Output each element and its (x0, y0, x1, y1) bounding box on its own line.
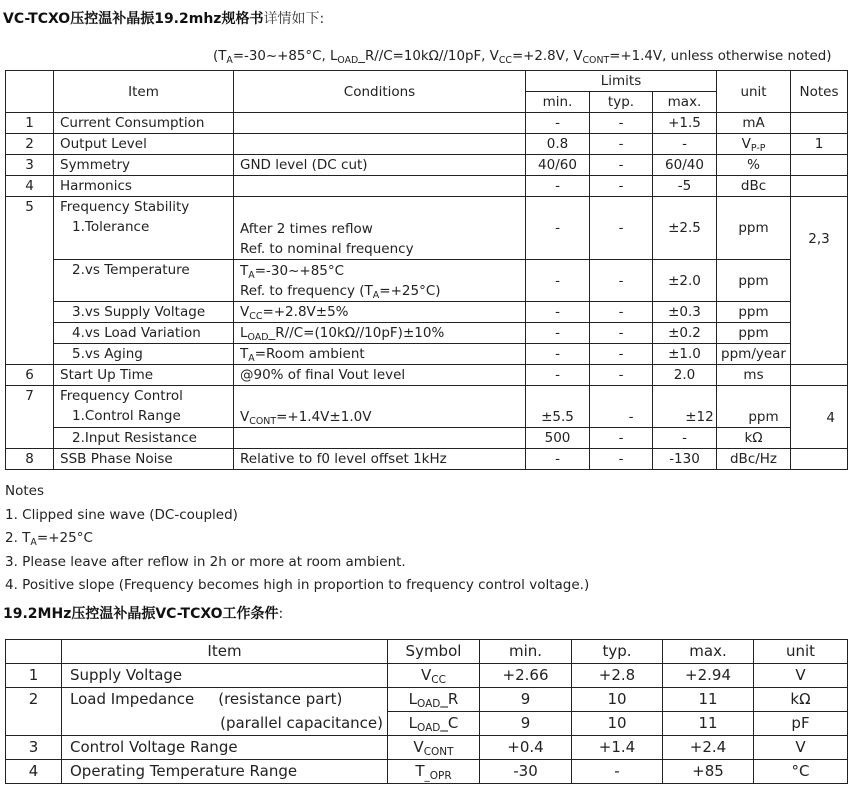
row-item (54, 302, 234, 323)
row-item: Harmonics (54, 176, 234, 197)
row-min: - (526, 197, 590, 260)
row-unit: dBc/Hz (717, 449, 791, 470)
hdr-min: min. (526, 92, 590, 113)
cond-text: Ref. to frequency (T (240, 282, 373, 299)
table-row (6, 323, 848, 344)
row-min: ±5.5 (526, 386, 590, 428)
table-row (6, 736, 848, 760)
row-typ: - (590, 386, 653, 428)
sym-sub: OAD (417, 698, 441, 710)
row-symbol (388, 688, 480, 712)
row-max: - (653, 134, 717, 155)
row-unit: ppm (717, 197, 791, 260)
row-number: 3 (6, 736, 62, 760)
row-number: 3 (6, 155, 54, 176)
row-unit: ppm (717, 323, 791, 344)
group-title: Frequency Stability (60, 199, 190, 215)
row-typ: - (590, 302, 653, 323)
table-row (6, 449, 848, 470)
row-number: 4 (6, 176, 54, 197)
sym-text: L (408, 714, 417, 732)
cond-text: _R//C=(10kΩ//10pF)±10% (268, 325, 445, 341)
row-max: ±2.5 (653, 197, 717, 260)
cond-text: =+1.4V, unless otherwise noted) (609, 49, 832, 64)
hdr-no (6, 71, 54, 113)
sym-text: T (415, 762, 425, 780)
row-min: 0.8 (526, 134, 590, 155)
cond-text: =Room ambient (254, 346, 365, 362)
row-unit: mA (717, 113, 791, 134)
unit-sub: P-P (750, 143, 766, 154)
hdr-limits: Limits (526, 71, 717, 92)
heading-title: VC-TCXO压控温补晶振19.2mhz规格书 (3, 11, 264, 27)
row-item (62, 712, 388, 736)
hdr-conditions: Conditions (234, 71, 526, 113)
row-min: +2.66 (480, 664, 572, 688)
row-min: -30 (480, 760, 572, 784)
row-item: Start Up Time (54, 365, 234, 386)
row-number: 4 (6, 760, 62, 784)
row-number: 8 (6, 449, 54, 470)
row-condition (234, 113, 526, 134)
sym-sub: CONT (423, 746, 454, 758)
page-heading (3, 8, 324, 28)
item-text: Load Impedance (70, 690, 195, 709)
cond-text: =-30~+85°C (254, 262, 345, 279)
row-min: - (526, 260, 590, 302)
row-item (54, 386, 234, 428)
notes-title: Notes (5, 483, 44, 499)
cond-sub: CONT (582, 55, 610, 66)
section-heading (3, 603, 283, 623)
item-subtext: (parallel capacitance) (220, 713, 383, 732)
row-condition: Relative to f0 level offset 1kHz (234, 449, 526, 470)
row-notes (791, 176, 848, 197)
row-item: Current Consumption (54, 113, 234, 134)
sym-text: _C (440, 714, 459, 732)
section-title: 19.2MHz压控温补晶振VC-TCXO工作条件 (3, 606, 279, 622)
cond-line (240, 281, 525, 301)
table-row (6, 688, 848, 712)
cond-text: T (240, 262, 249, 279)
row-condition (234, 386, 526, 428)
row-max: ±2.0 (653, 260, 717, 302)
row-typ: - (590, 323, 653, 344)
cond-line: Ref. to nominal frequency (240, 241, 414, 257)
row-max: ±12 (653, 386, 717, 428)
row-max: -130 (653, 449, 717, 470)
table-row (6, 197, 848, 260)
table-row (6, 760, 848, 784)
row-unit: ppm (717, 386, 791, 428)
row-symbol (388, 664, 480, 688)
row-unit: kΩ (754, 688, 848, 712)
cond-text: =+1.4V±1.0V (276, 409, 372, 425)
row-max: 11 (663, 688, 754, 712)
sym-text: L (408, 690, 418, 708)
hdr-unit: unit (754, 640, 848, 664)
table-row (6, 428, 848, 449)
row-max: 2.0 (653, 365, 717, 386)
op-header-row (6, 640, 848, 664)
row-condition: GND level (DC cut) (234, 155, 526, 176)
row-typ: - (590, 197, 653, 260)
row-notes: 1 (791, 134, 848, 155)
row-item: Supply Voltage (62, 664, 388, 688)
row-condition: @90% of final Vout level (234, 365, 526, 386)
row-unit: V (754, 736, 848, 760)
cond-sub: A (248, 269, 255, 281)
row-typ: - (590, 260, 653, 302)
row-item: Operating Temperature Range (62, 760, 388, 784)
row-typ: - (590, 113, 653, 134)
sym-text: V (413, 738, 424, 756)
row-max: 60/40 (653, 155, 717, 176)
row-notes: 4 (791, 386, 848, 449)
hdr-typ: typ. (590, 92, 653, 113)
spec-table (5, 70, 848, 470)
notes-section (5, 480, 589, 598)
cond-text: =+25°C) (379, 282, 441, 299)
heading-suffix: 详情如下: (263, 11, 325, 27)
hdr-max: max. (663, 640, 754, 664)
cond-sub: A (248, 353, 255, 364)
note-text: =+25°C (36, 530, 93, 546)
group-title: Frequency Control (60, 388, 183, 404)
cond-text: =+2.8V±5% (262, 304, 349, 320)
test-conditions (213, 49, 831, 64)
table-row (6, 664, 848, 688)
sym-text: _R (440, 690, 459, 708)
row-number: 1 (6, 113, 54, 134)
row-min: - (526, 113, 590, 134)
row-number: 6 (6, 365, 54, 386)
section-suffix: : (278, 606, 284, 622)
cond-text: (T (213, 49, 227, 64)
row-max: ±1.0 (653, 344, 717, 365)
row-item: SSB Phase Noise (54, 449, 234, 470)
row-typ: +2.8 (572, 664, 663, 688)
row-min: - (526, 365, 590, 386)
row-item: Output Level (54, 134, 234, 155)
row-symbol (388, 712, 480, 736)
row-unit: ppm (717, 260, 791, 302)
hdr-item: Item (62, 640, 388, 664)
row-condition (234, 323, 526, 344)
row-typ: - (590, 344, 653, 365)
row-max: -5 (653, 176, 717, 197)
note-sub: A (30, 537, 37, 548)
hdr-no (6, 640, 62, 664)
row-max: +2.94 (663, 664, 754, 688)
row-min: 9 (480, 712, 572, 736)
sym-sub: _OPR (424, 770, 452, 782)
row-number: 2 (6, 688, 62, 736)
row-unit: ppm (717, 302, 791, 323)
row-typ: +1.4 (572, 736, 663, 760)
row-unit: pF (754, 712, 848, 736)
note-2 (5, 527, 589, 551)
table-row (6, 260, 848, 302)
table-row (6, 155, 848, 176)
cond-text: L (240, 325, 248, 341)
row-min: - (526, 344, 590, 365)
row-number: 7 (6, 386, 54, 449)
table-row (6, 113, 848, 134)
row-condition (234, 176, 526, 197)
row-max: ±0.2 (653, 323, 717, 344)
row-item (62, 688, 388, 712)
sub-item: 1.Control Range (72, 408, 181, 424)
row-condition (234, 134, 526, 155)
row-min: 40/60 (526, 155, 590, 176)
row-number: 5 (6, 197, 54, 365)
sub-item: 4.vs Load Variation (72, 325, 201, 341)
cond-text: _R//C=10kΩ//10pF, V (358, 49, 499, 64)
row-typ: - (590, 428, 653, 449)
row-item (54, 344, 234, 365)
row-condition (234, 302, 526, 323)
row-min: 9 (480, 688, 572, 712)
hdr-notes: Notes (791, 71, 848, 113)
spec-header-row (6, 71, 848, 92)
sub-item: 2.vs Temperature (72, 262, 190, 278)
row-notes (791, 449, 848, 470)
cond-sub: CC (249, 311, 263, 322)
row-notes (791, 113, 848, 134)
hdr-max: max. (653, 92, 717, 113)
row-min: - (526, 176, 590, 197)
cond-text: V (240, 409, 250, 425)
row-notes (791, 155, 848, 176)
row-item (54, 428, 234, 449)
sub-item: 1.Tolerance (72, 219, 150, 235)
table-row (6, 302, 848, 323)
cond-text: =-30~+85°C, L (232, 49, 338, 64)
row-max: +2.4 (663, 736, 754, 760)
row-notes: 2,3 (791, 197, 848, 365)
row-min: +0.4 (480, 736, 572, 760)
row-condition (234, 197, 526, 260)
row-symbol (388, 736, 480, 760)
row-item (54, 197, 234, 260)
row-typ: - (590, 134, 653, 155)
row-unit: V (754, 664, 848, 688)
row-max: ±0.3 (653, 302, 717, 323)
row-typ: 10 (572, 712, 663, 736)
sub-item: 3.vs Supply Voltage (72, 304, 206, 320)
row-min: 500 (526, 428, 590, 449)
table-row (6, 134, 848, 155)
cond-text: T (240, 346, 249, 362)
row-item (54, 323, 234, 344)
note-3: 3. Please leave after reflow in 2h or more at room ambient. (5, 553, 406, 570)
table-row (6, 176, 848, 197)
sym-sub: OAD (417, 722, 441, 734)
hdr-min: min. (480, 640, 572, 664)
item-subtext: (resistance part) (218, 690, 343, 709)
cond-text: V (240, 304, 250, 320)
row-max: - (653, 428, 717, 449)
row-unit: ms (717, 365, 791, 386)
row-item: Symmetry (54, 155, 234, 176)
sym-sub: CC (431, 674, 446, 686)
table-row (6, 344, 848, 365)
row-item (54, 260, 234, 302)
row-typ: 10 (572, 688, 663, 712)
cond-sub: CC (498, 55, 512, 66)
row-number: 1 (6, 664, 62, 688)
unit-main: V (741, 136, 751, 152)
note-text: 2. T (5, 530, 31, 546)
row-max: 11 (663, 712, 754, 736)
table-row (6, 712, 848, 736)
row-unit: kΩ (717, 428, 791, 449)
row-min: - (526, 449, 590, 470)
row-condition (234, 260, 526, 302)
row-unit: °C (754, 760, 848, 784)
row-typ: - (590, 365, 653, 386)
note-1: 1. Clipped sine wave (DC-coupled) (5, 506, 238, 523)
sym-text: V (421, 666, 432, 684)
cond-sub: OAD (337, 55, 359, 66)
row-min: - (526, 302, 590, 323)
row-typ: - (590, 176, 653, 197)
cond-sub: A (372, 289, 380, 301)
cond-line (240, 261, 525, 281)
row-notes (791, 365, 848, 386)
row-min: - (526, 323, 590, 344)
hdr-symbol: Symbol (388, 640, 480, 664)
row-typ: - (590, 155, 653, 176)
row-number: 2 (6, 134, 54, 155)
row-item: Control Voltage Range (62, 736, 388, 760)
row-unit (717, 134, 791, 155)
row-symbol (388, 760, 480, 784)
table-row (6, 386, 848, 428)
cond-sub: CONT (249, 416, 277, 427)
cond-sub: A (226, 55, 233, 66)
row-unit: dBc (717, 176, 791, 197)
row-typ: - (590, 449, 653, 470)
row-max: +1.5 (653, 113, 717, 134)
row-typ: - (572, 760, 663, 784)
sub-item: 5.vs Aging (72, 346, 143, 362)
row-condition (234, 344, 526, 365)
operating-conditions-table (5, 639, 848, 784)
cond-line: After 2 times reflow (240, 221, 373, 237)
table-row (6, 365, 848, 386)
note-4: 4. Positive slope (Frequency becomes high in proportion to frequency control voltage.) (5, 577, 590, 593)
hdr-item: Item (54, 71, 234, 113)
sub-item: 2.Input Resistance (72, 430, 197, 446)
hdr-typ: typ. (572, 640, 663, 664)
cond-sub: OAD (247, 332, 269, 343)
row-unit: ppm/year (717, 344, 791, 365)
hdr-unit: unit (717, 71, 791, 113)
cond-text: =+2.8V, V (511, 49, 583, 64)
row-unit: % (717, 155, 791, 176)
row-condition (234, 428, 526, 449)
row-max: +85 (663, 760, 754, 784)
